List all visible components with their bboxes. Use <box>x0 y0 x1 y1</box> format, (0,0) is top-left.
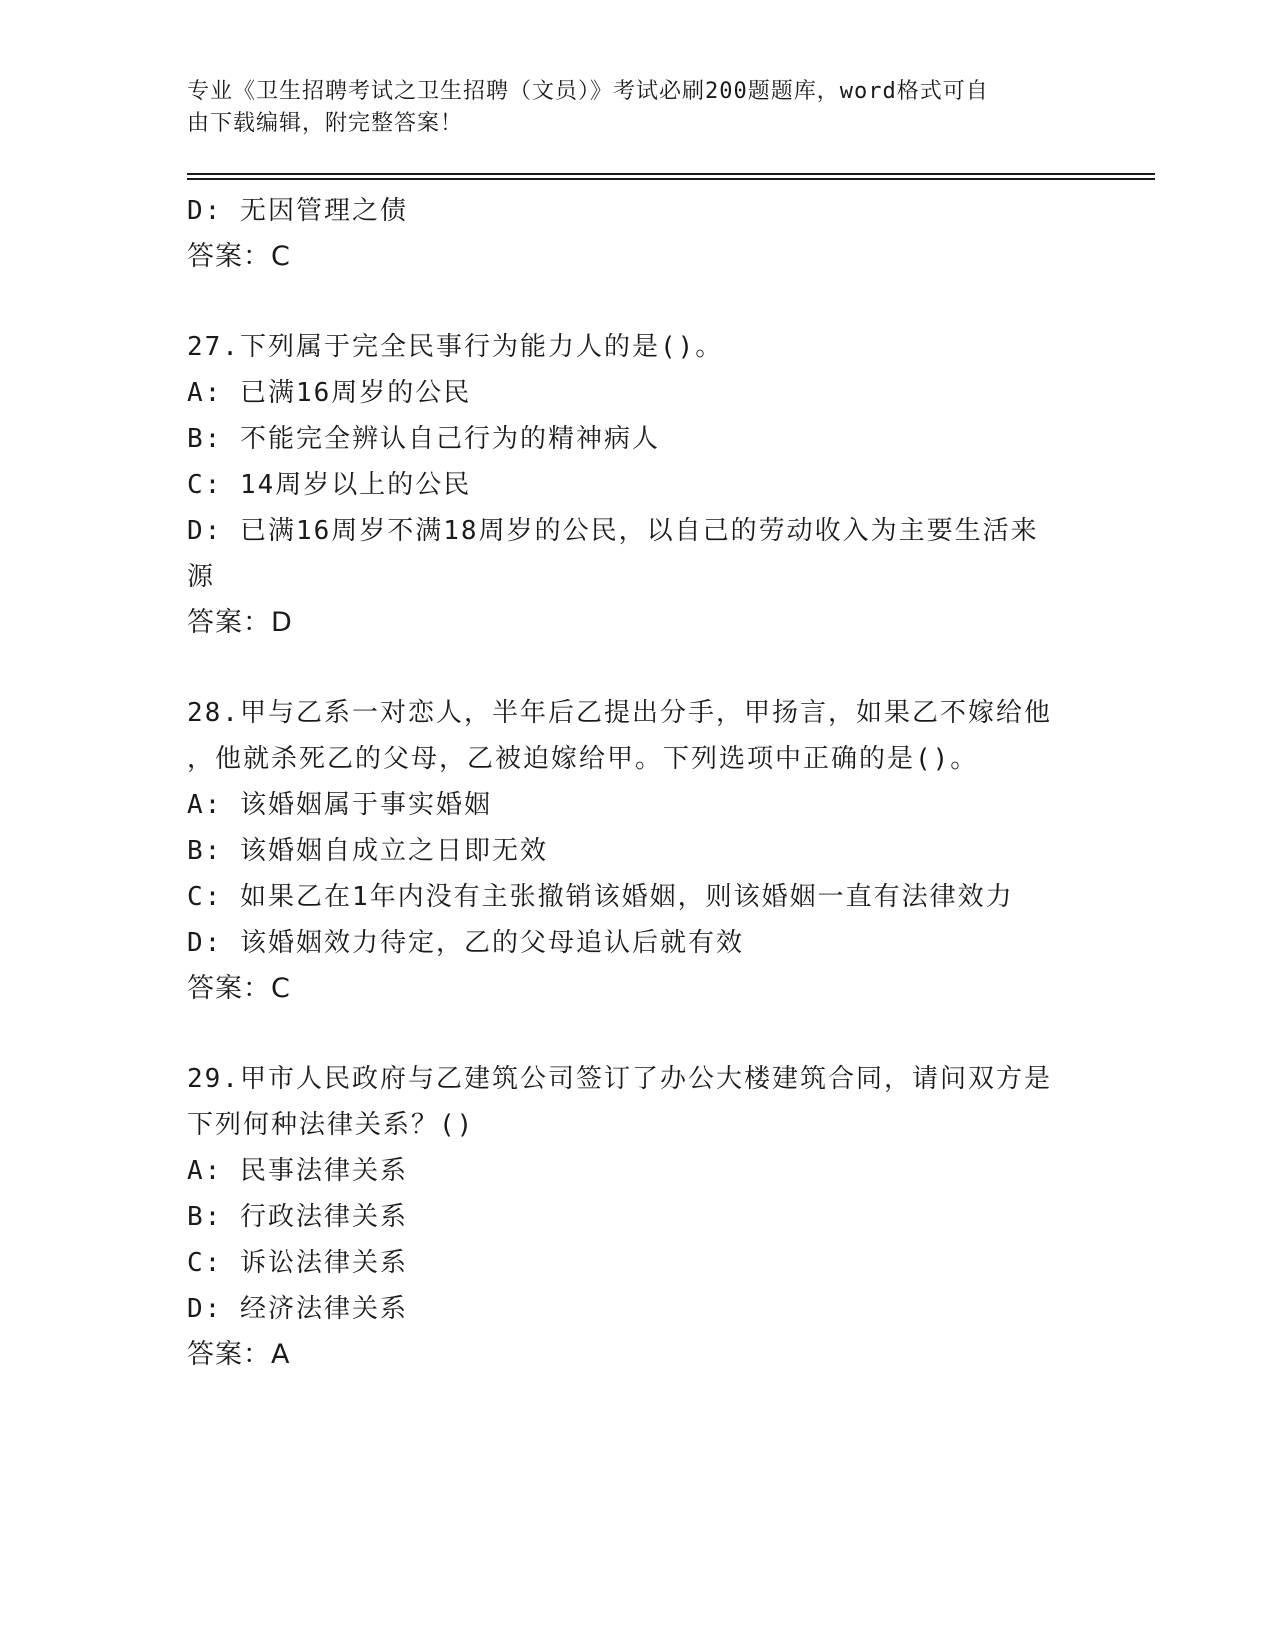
question-stem: 29.甲市人民政府与乙建筑公司签订了办公大楼建筑合同，请问双方是 <box>187 1064 1052 1094</box>
prev-option-d: D: 无因管理之债 <box>187 196 408 226</box>
option-d: D: 该婚姻效力待定，乙的父母追认后就有效 <box>187 928 744 958</box>
option-a: A: 已满16周岁的公民 <box>187 378 472 408</box>
question-stem-continued: ，他就杀死乙的父母，乙被迫嫁给甲。下列选项中正确的是()。 <box>187 744 979 774</box>
answer: 答案：A <box>187 1339 291 1370</box>
option-b: B: 不能完全辨认自己行为的精神病人 <box>187 424 660 454</box>
question-stem: 28.甲与乙系一对恋人，半年后乙提出分手，甲扬言，如果乙不嫁给他 <box>187 698 1052 728</box>
option-a: A: 该婚姻属于事实婚姻 <box>187 790 492 820</box>
document-header <box>187 76 1087 140</box>
option-c: C: 诉讼法律关系 <box>187 1248 408 1278</box>
option-c: C: 如果乙在1年内没有主张撤销该婚姻，则该婚姻一直有法律效力 <box>187 882 1014 912</box>
question-27 <box>187 324 1087 646</box>
option-d: D: 经济法律关系 <box>187 1294 408 1324</box>
header-rule-top <box>187 173 1155 175</box>
answer: 答案：C <box>187 973 291 1004</box>
option-d-continued: 源 <box>187 562 216 592</box>
question-stem: 27.下列属于完全民事行为能力人的是()。 <box>187 332 724 362</box>
header-rule-bottom <box>187 178 1155 180</box>
header-line-1: 专业《卫生招聘考试之卫生招聘（文员）》考试必刷200题题库，word格式可自 <box>187 79 989 104</box>
question-28 <box>187 690 1087 1012</box>
option-c: C: 14周岁以上的公民 <box>187 470 472 500</box>
question-stem-continued: 下列何种法律关系？() <box>187 1110 475 1140</box>
prev-answer: 答案：C <box>187 241 291 272</box>
option-d: D: 已满16周岁不满18周岁的公民，以自己的劳动收入为主要生活来 <box>187 516 1039 546</box>
option-a: A: 民事法律关系 <box>187 1156 408 1186</box>
answer: 答案：D <box>187 607 293 638</box>
question-content <box>187 188 1087 1378</box>
option-b: B: 行政法律关系 <box>187 1202 408 1232</box>
header-line-2: 由下载编辑，附完整答案！ <box>187 111 464 136</box>
option-b: B: 该婚姻自成立之日即无效 <box>187 836 548 866</box>
question-29 <box>187 1056 1087 1378</box>
